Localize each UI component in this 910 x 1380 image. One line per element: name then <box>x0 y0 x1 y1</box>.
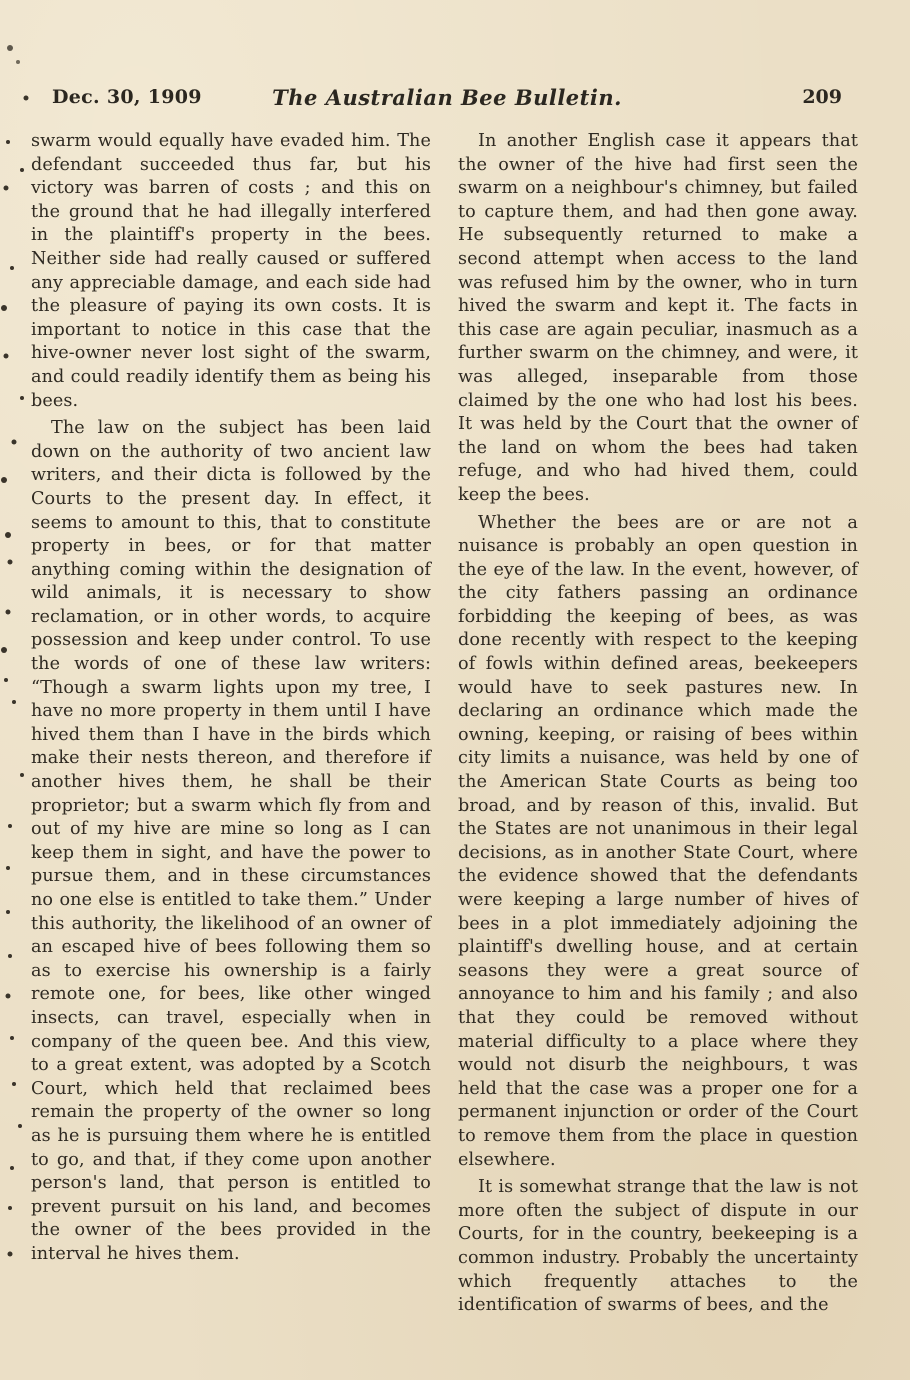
left-paragraph-1: swarm would equally have evaded him. The defendant succeeded thus far, but his victory was barren of costs ; and this on the ground that he had illegally interfered in the plaintiff's property in the bees. Neither side had really caused or suffered any appreciable damage, and each side had the pleasure of paying its own costs. It is important to notice in this case that the hive-owner never lost sight of the swarm, and could readily identify them as being his bees. <box>31 131 431 411</box>
left-column <box>31 130 431 1267</box>
right-paragraph-1: In another English case it appears that the owner of the hive had first seen the swarm on a neighbour's chimney, but failed to capture them, and had then gone away. He subsequently returned to make a second attempt when access to the land was refused him by the owner, who in turn hived the swarm and kept it. The facts in this case are again peculiar, inasmuch as a further swarm on the chimney, and were, it was alleged, inseparable from those claimed by the one who had lost his bees. It was held by the Court that the owner of the land on whom the bees had taken refuge, and who had hived them, could keep the bees. <box>458 131 858 505</box>
page-number: 209 <box>802 86 842 108</box>
journal-title: The Australian Bee Bulletin. <box>272 85 622 110</box>
running-header <box>52 86 842 116</box>
right-column <box>458 130 858 1318</box>
issue-date: Dec. 30, 1909 <box>52 86 202 108</box>
margin-speckles <box>0 0 34 1380</box>
right-paragraph-3: It is somewhat strange that the law is not more often the subject of dispute in our Courts, for in the country, beekeeping is a common industry. Probably the uncertainty which frequently attaches to the identification of swarms of bees, and the <box>458 1177 858 1316</box>
left-paragraph-2: The law on the subject has been laid down on the authority of two ancient law writers, and their dicta is followed by the Courts to the present day. In effect, it seems to amount to this, that to constitute property in bees, or for that matter anything coming within the designation of wild animals, it is necessary to show reclamation, or in other words, to acquire possession and keep under control. To use the words of one of these law writers: “Though a swarm lights upon my tree, I have no more property in them until I have hived them than I have in the birds which make their nests thereon, and therefore if another hives them, he shall be their proprietor; but a swarm which fly from and out of my hive are mine so long as I can keep them in sight, and have the power to pursue them, and in these circumstances no one else is entitled to take them.” Under this authority, the likelihood of an owner of an escaped hive of bees following them so as to exercise his ownership is a fairly remote one, for bees, like other winged insects, can travel, especially when in company of the queen bee. And this view, to a great extent, was adopted by a Scotch Court, which held that reclaimed bees remain the property of the owner so long as he is pursuing them where he is entitled to go, and that, if they come upon another person's land, that person is entitled to prevent pursuit on his land, and becomes the owner of the bees provided in the interval he hives them. <box>31 418 431 1264</box>
right-paragraph-2: Whether the bees are or are not a nuisance is probably an open question in the eye of the law. In the event, however, of the city fathers passing an ordinance forbidding the keeping of bees, as was done recently with respect to the keeping of fowls within defined areas, beekeepers would have to seek pastures new. In declaring an ordinance which made the owning, keeping, or raising of bees within city limits a nuisance, was held by one of the American State Courts as being too broad, and by reason of this, invalid. But the States are not unanimous in their legal decisions, as in another State Court, where the evidence showed that the defendants were keeping a large number of hives of bees in a plot immediately adjoining the plaintiff's dwelling house, and at certain seasons they were a great source of annoyance to him and his family ; and also that they could be removed without material difficulty to a place where they would not disurb the neighbours, t was held that the case was a proper one for a permanent injunction or order of the Court to remove them from the place in question elsewhere. <box>458 512 858 1170</box>
